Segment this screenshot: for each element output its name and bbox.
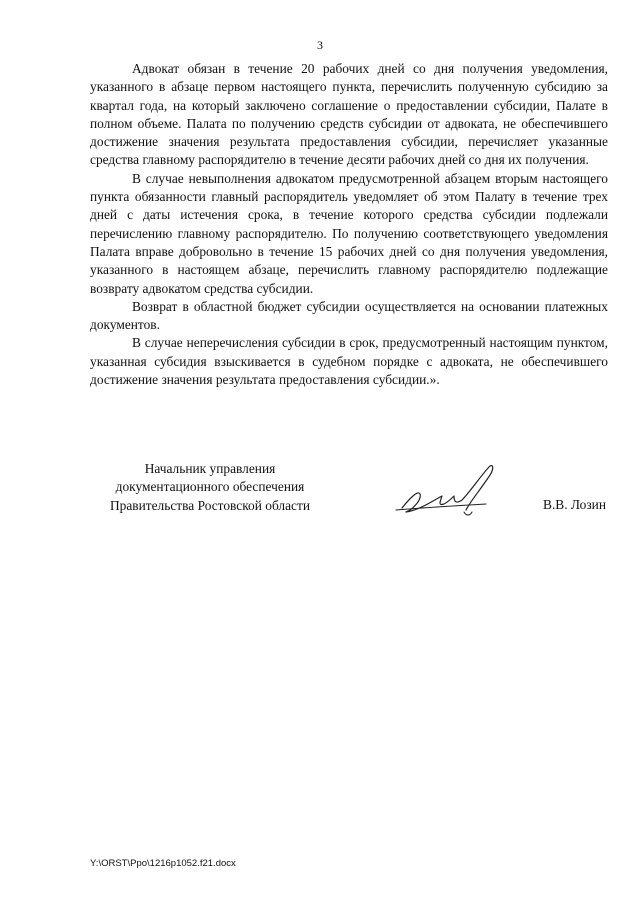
signatory-position [90, 460, 330, 515]
page-number: 3 [317, 38, 323, 52]
paragraph: Возврат в областной бюджет субсидии осуществляется на основании платежных документов. [90, 298, 608, 333]
document-body [90, 60, 608, 389]
signatory-position-line: документационного обеспечения [115, 479, 305, 495]
signature-block [90, 460, 608, 530]
signatory-position-line: Правительства Ростовской области [109, 497, 311, 513]
paragraph: Адвокат обязан в течение 20 рабочих дней со дня получения уведомления, указанного в абзаце первом настоящего пункта, перечислить полученную субсидию за квартал года, на который заключено соглашение о предоставлении субсидии, Палате в полном объеме. Палата по получению средств субсидии от адвоката, не обеспечившего достижение значения результата предоставления субсидии, перечисляет указанные средства главному распорядителю в течение десяти рабочих дней со дня их получения. [90, 61, 608, 168]
file-path-footer: Y:\ORST\Ppo\1216p1052.f21.docx [90, 858, 236, 869]
paragraph: В случае неперечисления субсидии в срок, предусмотренный настоящим пунктом, указанная субсидия взыскивается в судебном порядке с адвоката, не обеспечившего достижение значения результата предоставления субсидии.». [90, 335, 608, 388]
paragraph: В случае невыполнения адвокатом предусмотренной абзацем вторым настоящего пункта обязанности главный распорядитель уведомляет об этом Палату в течение трех дней с даты истечения срока, в течение которого средства субсидии подлежали перечислению главному распорядителю. По получению соответствующего уведомления Палата вправе добровольно в течение 15 рабочих дней со дня получения уведомления, указанного в настоящем абзаце, перечислить главному распорядителю подлежащие возврату адвокатом средства субсидии. [90, 170, 608, 296]
handwritten-signature [390, 460, 500, 522]
signatory-name: В.В. Лозин [543, 497, 606, 512]
signatory-position-line: Начальник управления [144, 461, 276, 476]
